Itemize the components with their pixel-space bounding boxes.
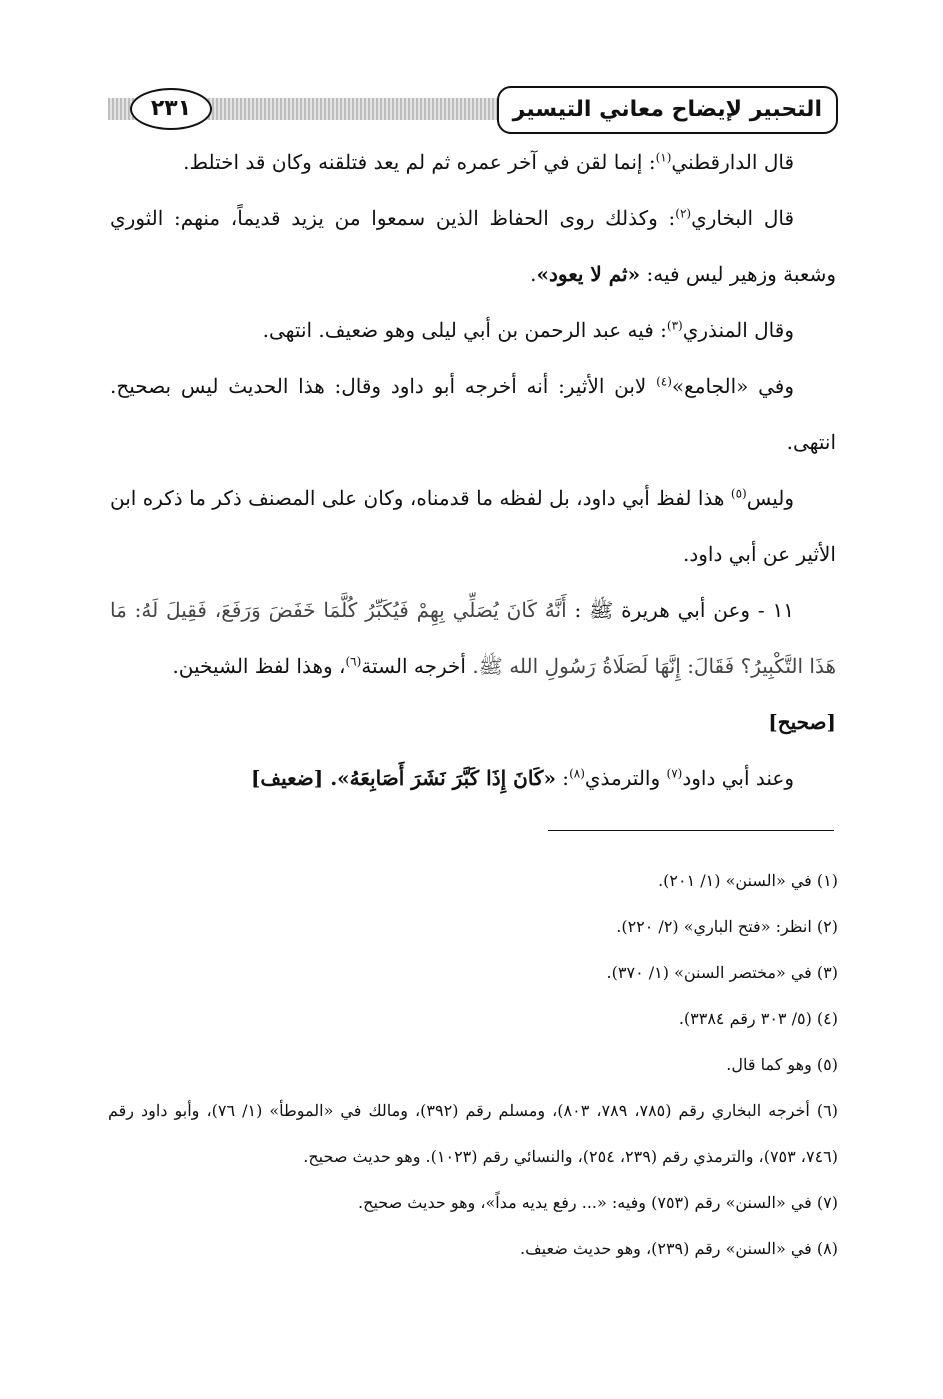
footnote: (٦) أخرجه البخاري رقم (٧٨٥، ٧٨٩، ٨٠٣)، ومسلم رقم (٣٩٢)، ومالك في «الموطأ» (١/ ٧٦)، وأبو داود رقم (٧٤٦، ٧٥٣)، والترمذي رقم (٢٣٩، ٢٥٤)، والنسائي رقم (١٠٢٣). وهو حديث صحيح. (108, 1101, 839, 1166)
paragraph: وليس$^{(٥)}$ هذا لفظ أبي داود، بل لفظه ما قدمناه، وكان على المصنف ذكر ما ذكره ابن الأثير عن أبي داود. (110, 486, 836, 566)
paragraph: قال البخاري$^{(٢)}$: وكذلك روى الحفاظ الذين سمعوا من يزيد قديماً، منهم: الثوري وشعبة وزهير ليس فيه: «ثم لا يعود». (110, 206, 836, 286)
paragraph: وقال المنذري$^{(٣)}$: فيه عبد الرحمن بن أبي ليلى وهو ضعيف. انتهى. (262, 318, 794, 342)
footnote: (٥) وهو كما قال. (726, 1055, 838, 1074)
paragraph: وفي «الجامع»$^{(٤)}$ لابن الأثير: أنه أخرجه أبو داود وقال: هذا الحديث ليس بصحيح. انتهى. (110, 374, 836, 454)
main-text (110, 134, 836, 806)
footnote: (٧) في «السنن» رقم (٧٥٣) وفيه: «... رفع يديه مداً»، وهو حديث صحيح. (358, 1193, 838, 1212)
page-number: ٢٣١ (130, 88, 212, 130)
footnote: (٨) في «السنن» رقم (٢٣٩)، وهو حديث ضعيف. (520, 1239, 838, 1258)
hadith-paragraph: ١١ - وعن أبي هريرة ﷺ : أَنَّهُ كَانَ يُصَلِّي بِهِمْ فَيُكَبِّرُ كُلَّمَا خَفَضَ وَرَفَعَ، فَقِيلَ لَهُ: مَا هَذَا التَّكْبِيرُ؟ فَقَالَ: إِنَّهَا لَصَلَاةُ رَسُولِ الله ﷺ. أخرجه الستة$^{(٦)}$، وهذا لفظ الشيخين. [صحيح] (110, 598, 836, 734)
hadith-text: أَنَّهُ كَانَ يُصَلِّي بِهِمْ فَيُكَبِّرُ كُلَّمَا خَفَضَ وَرَفَعَ، فَقِيلَ لَهُ: مَا هَذَا التَّكْبِيرُ؟ فَقَالَ: إِنَّهَا لَصَلَاةُ رَسُولِ الله ﷺ. (110, 598, 836, 678)
footnote: (٣) في «مختصر السنن» (١/ ٣٧٠). (606, 963, 838, 982)
footnote-divider (548, 830, 834, 831)
footnotes (108, 858, 838, 1272)
book-title: التحبير لإيضاح معاني التيسير (497, 86, 838, 134)
grading-tag: [صحيح] (768, 710, 836, 734)
footnote: (١) في «السنن» (١/ ٢٠١). (658, 871, 838, 890)
footnote: (٢) انظر: «فتح الباري» (٢/ ٢٢٠). (616, 917, 838, 936)
running-header (108, 84, 838, 136)
paragraph: قال الدارقطني$^{(١)}$: إنما لقن في آخر عمره ثم لم يعد فتلقنه وكان قد اختلط. (183, 150, 794, 174)
footnote: (٤) (٥/ ٣٠٣ رقم ٣٣٨٤). (678, 1009, 838, 1028)
paragraph: وعند أبي داود$^{(٧)}$ والترمذي$^{(٨)}$: «كَانَ إِذَا كَبَّرَ نَشَرَ أَصَابِعَهُ». [ضعيف] (250, 766, 794, 790)
